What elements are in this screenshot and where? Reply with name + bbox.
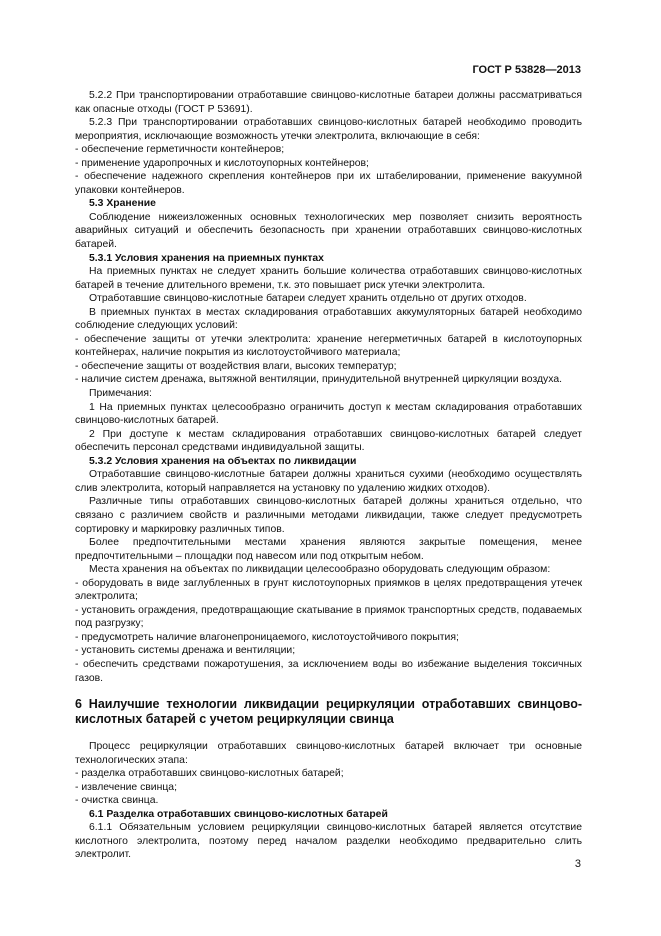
paragraph: 6.1.1 Обязательным условием рециркуляции свинцово-кислотных батарей является отсутствие кислотного электролита, поэтому перед началом разделки необходимо предварительно слить электролит. [75,822,582,861]
paragraph: Различные типы отработавших свинцово-кислотных батарей должны храниться отдельно, что связано с различием свойств и различными методами ликвидации, также следует предусмотреть сортировку и маркировку различных типов. [75,496,582,535]
paragraph: Отработавшие свинцово-кислотные батареи следует хранить отдельно от других отходов. [89,293,527,305]
list-item: - обеспечение герметичности контейнеров; [75,144,285,156]
paragraph: 1 На приемных пунктах целесообразно ограничить доступ к местам складирования отработавших свинцово-кислотных батарей. [75,401,582,427]
list-item: - обеспечение надежного скрепления контейнеров при их штабелировании, применение вакуумной упаковки контейнеров. [75,171,582,196]
paragraph: Места хранения на объектах по ликвидации целесообразно оборудовать следующим образом: [89,564,551,576]
document-body [75,89,582,862]
paragraph: Процесс рециркуляции отработавших свинцово-кислотных батарей включает три основные технологических этапа: [75,741,582,766]
paragraph: Примечания: [89,388,152,400]
document-header: ГОСТ Р 53828—2013 [472,64,581,76]
paragraph: В приемных пунктах в местах складирования отработавших аккумуляторных батарей необходимо соблюдение следующих условий: [75,306,582,332]
paragraph: 2 При доступе к местам складирования отработавших свинцово-кислотных батарей следует обеспечить персонал средствами индивидуальной защиты. [75,428,582,454]
page-number: 3 [574,858,581,870]
subsection-heading: 5.3 Хранение [89,198,156,210]
list-item: - разделка отработавших свинцово-кислотных батарей; [75,768,344,780]
subsection-heading: 6.1 Разделка отработавших свинцово-кислотных батарей [89,808,388,820]
paragraph: Отработавшие свинцово-кислотные батареи должны храниться сухими (необходимо осуществлять слив электролита, который направляется на установку по удалению жидких отходов). [75,469,582,494]
list-item: - обеспечение защиты от воздействия влаги, высоких температур; [75,360,397,372]
list-item: - извлечение свинца; [75,781,177,793]
list-item: - применение ударопрочных и кислотоупорных контейнеров; [75,157,369,169]
paragraph: 5.2.3 При транспортировании отработавших свинцово-кислотных батарей необходимо проводить мероприятия, исключающие возможность утечки электролита, включающие в себя: [75,117,582,142]
subsection-heading: 5.3.2 Условия хранения на объектах по ликвидации [89,455,357,467]
paragraph: Более предпочтительными местами хранения являются закрытые помещения, менее предпочтительными – площадки под навесом или под открытым небом. [75,537,582,562]
list-item: - установить ограждения, предотвращающие скатывание в приямок транспортных средств, подаваемых под разгрузку; [75,604,582,630]
list-item: - оборудовать в виде заглубленных в грунт кислотоупорных приямков в целях предотвращения утечек электролита; [75,577,582,603]
list-item: - обеспечить средствами пожаротушения, за исключением воды во избежание выделения токсичных газов. [75,658,582,684]
list-item: - предусмотреть наличие влагонепроницаемого, кислотоустойчивого покрытия; [75,631,459,643]
list-item: - очистка свинца. [75,795,159,807]
paragraph: На приемных пунктах не следует хранить большие количества отработавших свинцово-кислотных батарей в течение длительного времени, т.к. это повышает риск утечки электролита. [75,266,582,291]
section-heading: 6 Наилучшие технологии ликвидации рециркуляции отработавших свинцово-кислотных батарей с учетом рециркуляции свинца [75,697,582,727]
list-item: - наличие систем дренажа, вытяжной вентиляции, принудительной внутренней циркуляции воздуха. [75,374,562,386]
paragraph: Соблюдение нижеизложенных основных технологических мер позволяет снизить вероятность аварийных ситуаций и обеспечить безопасность при хранении отработавших свинцово-кислотных батарей. [75,211,582,251]
paragraph: 5.2.2 При транспортировании отработавшие свинцово-кислотные батареи должны рассматриваться как опасные отходы (ГОСТ Р 53691). [75,90,582,115]
list-item: - обеспечение защиты от утечки электролита: хранение негерметичных батарей в кислотоупорных контейнерах, наличие покрытия из кислотоустойчивого материала; [75,333,582,359]
subsection-heading: 5.3.1 Условия хранения на приемных пунктах [89,252,324,264]
list-item: - установить системы дренажа и вентиляции; [75,645,296,657]
